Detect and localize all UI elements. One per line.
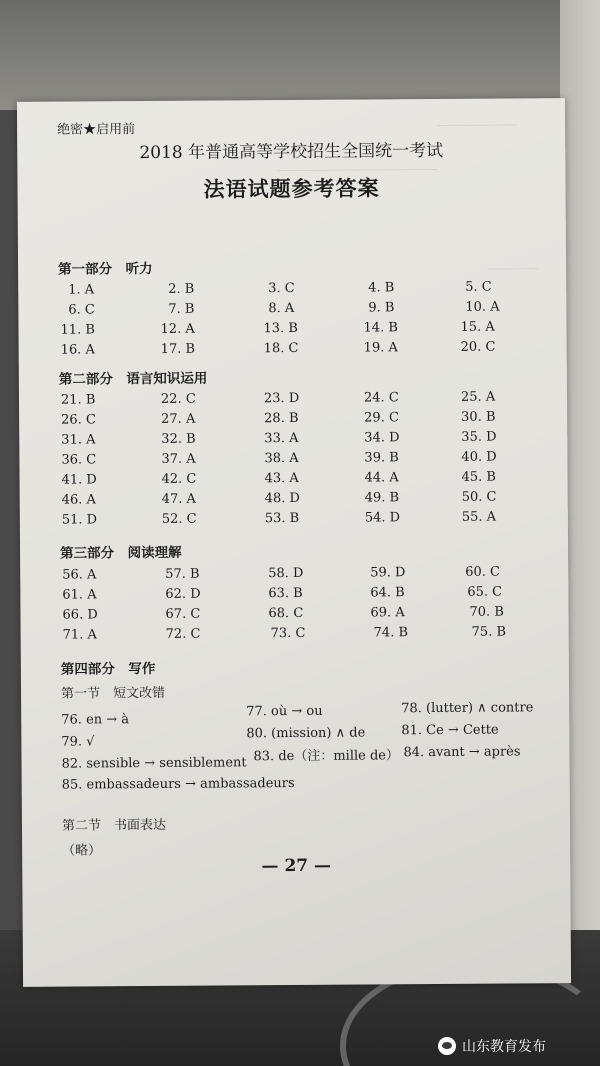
show-through-mark — [437, 124, 517, 136]
answer-item: 30. B — [461, 409, 496, 425]
answer-item: 58. D — [268, 565, 304, 582]
answer-item: 61. A — [62, 587, 97, 603]
answer-item: 46. A — [61, 492, 96, 508]
answer-item: 69. A — [370, 605, 405, 621]
correction-item: 83. de（注：mille de） — [253, 748, 400, 765]
answer-item: 9. B — [368, 300, 395, 316]
correction-item: 82. sensible → sensiblement — [61, 755, 247, 772]
answer-item: 1. A — [68, 282, 95, 298]
answer-item: 60. C — [465, 564, 501, 580]
answer-item: 31. A — [61, 432, 96, 448]
answer-item: 26. C — [61, 412, 96, 428]
answer-item: 24. C — [363, 390, 399, 406]
watermark — [438, 1036, 546, 1056]
correction-item: 78. (lutter) ∧ contre — [401, 700, 534, 717]
answer-item: 40. D — [461, 449, 497, 465]
background-top — [0, 0, 600, 110]
answer-item: 6. C — [68, 302, 95, 318]
answer-item: 29. C — [364, 410, 399, 426]
section2-heading: 第二节 书面表达 — [61, 817, 167, 834]
answer-item: 25. A — [460, 389, 496, 405]
part3-heading: 第三部分 阅读理解 — [60, 544, 182, 562]
section1-heading: 第一节 短文改错 — [61, 685, 166, 702]
answer-item: 74. B — [373, 625, 409, 641]
answer-item: 32. B — [161, 431, 196, 447]
answer-item: 20. C — [460, 339, 496, 355]
confidential-label: 绝密★启用前 — [57, 122, 136, 138]
answer-item: 59. D — [370, 565, 406, 581]
answer-item: 15. A — [460, 319, 495, 335]
part1-heading: 第一部分 听力 — [58, 260, 153, 278]
answer-item: 13. B — [263, 320, 298, 337]
correction-item: 84. avant → après — [403, 744, 521, 761]
answer-item: 73. C — [270, 625, 306, 642]
answer-item: 35. D — [461, 429, 497, 445]
answer-item: 68. C — [268, 605, 304, 622]
answer-item: 45. B — [461, 469, 496, 485]
answer-item: 7. B — [168, 301, 195, 317]
answer-item: 3. C — [268, 280, 295, 297]
answer-item: 4. B — [368, 280, 395, 296]
answer-item: 50. C — [461, 489, 497, 505]
answer-item: 28. B — [264, 410, 299, 427]
answer-item: 11. B — [60, 322, 95, 338]
answer-item: 34. D — [364, 430, 400, 446]
answer-item: 53. B — [264, 510, 300, 527]
answer-item: 65. C — [467, 584, 503, 600]
answer-item: 62. D — [165, 586, 201, 602]
answer-item: 42. C — [161, 471, 197, 487]
answer-item: 41. D — [61, 472, 97, 488]
part4-heading: 第四部分 写作 — [60, 660, 156, 678]
answer-item: 33. A — [264, 430, 299, 447]
answer-item: 66. D — [62, 607, 98, 623]
part2-heading: 第二部分 语言知识运用 — [58, 370, 208, 388]
answer-item: 43. A — [264, 470, 299, 487]
answer-item: 64. B — [370, 585, 405, 601]
exam-title: 2018 年普通高等学校招生全国统一考试 — [139, 140, 444, 164]
answer-item: 17. B — [160, 341, 196, 357]
answer-item: 23. D — [263, 390, 300, 407]
answer-item: 71. A — [62, 627, 97, 643]
answer-item: 67. C — [165, 606, 201, 622]
answer-item: 70. B — [469, 604, 504, 620]
answer-item: 49. B — [364, 490, 400, 506]
answer-item: 37. A — [161, 451, 196, 467]
section2-note: （略） — [62, 843, 102, 859]
answer-item: 12. A — [160, 321, 195, 337]
answer-item: 75. B — [471, 624, 507, 640]
doc-title: 法语试题参考答案 — [203, 175, 380, 202]
answer-item: 44. A — [364, 470, 399, 486]
answer-item: 5. C — [465, 279, 492, 295]
answer-item: 16. A — [60, 342, 95, 358]
answer-item: 2. B — [168, 281, 195, 297]
answer-item: 48. D — [264, 490, 300, 507]
correction-item: 77. où → ou — [246, 703, 323, 720]
correction-item: 81. Ce → Cette — [401, 722, 499, 739]
answer-item: 27. A — [161, 411, 196, 427]
answer-item: 56. A — [62, 567, 97, 583]
answer-item: 19. A — [363, 340, 398, 356]
answer-item: 54. D — [364, 510, 401, 526]
answer-item: 8. A — [268, 300, 295, 317]
answer-item: 72. C — [165, 626, 201, 642]
answer-item: 36. C — [61, 452, 97, 468]
answer-item: 51. D — [61, 512, 98, 528]
watermark-label: 山东教育发布 — [462, 1039, 546, 1055]
answer-item: 22. C — [160, 391, 196, 407]
answer-item: 52. C — [161, 511, 197, 527]
correction-item: 79. √ — [61, 734, 95, 750]
answer-item: 38. A — [264, 450, 299, 467]
answer-item: 57. B — [165, 566, 200, 582]
answer-item: 10. A — [465, 299, 500, 315]
answer-item: 63. B — [268, 585, 303, 602]
correction-item: 85. embassadeurs → ambassadeurs — [61, 776, 295, 793]
answer-item: 18. C — [263, 340, 299, 357]
correction-item: 76. en → à — [61, 712, 130, 728]
answer-item: 14. B — [363, 320, 398, 336]
wechat-icon — [438, 1037, 456, 1055]
answer-item: 39. B — [364, 450, 399, 466]
correction-item: 80. (mission) ∧ de — [246, 725, 366, 742]
answer-item: 47. A — [161, 491, 196, 507]
answer-item: 21. B — [60, 392, 96, 408]
show-through-mark — [488, 268, 538, 281]
page-number: — 27 — — [261, 855, 332, 877]
answer-sheet — [17, 98, 571, 987]
answer-item: 55. A — [461, 509, 497, 525]
